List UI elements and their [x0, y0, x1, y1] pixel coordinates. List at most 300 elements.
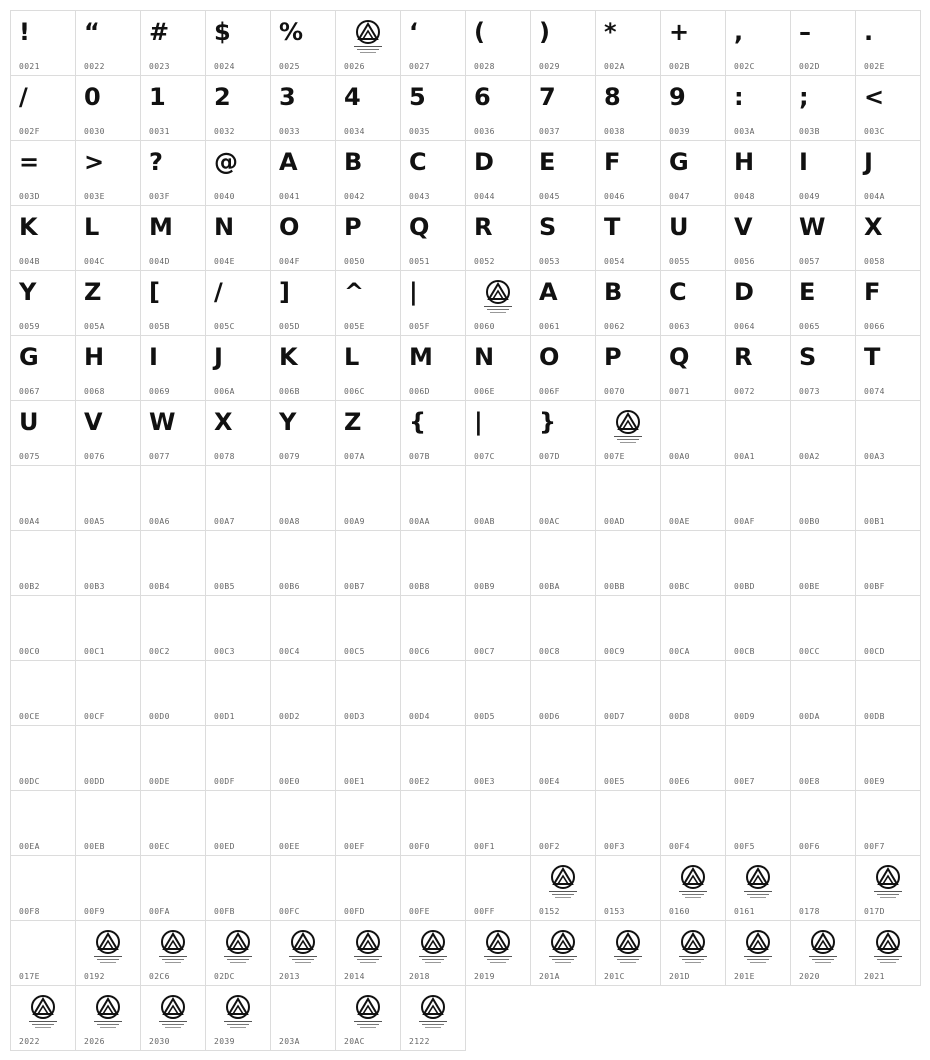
- glyph-code: 2030: [149, 1037, 170, 1046]
- glyph-cell-201d[interactable]: [661, 921, 726, 986]
- glyph-cell-2020[interactable]: [791, 921, 856, 986]
- glyph-cell-00dd[interactable]: [76, 726, 141, 791]
- glyph-cell-0060[interactable]: [466, 271, 531, 336]
- glyph-char: O: [279, 213, 300, 241]
- glyph-cell-0055[interactable]: [661, 206, 726, 271]
- glyph-cell-0064[interactable]: [726, 271, 791, 336]
- glyph-cell-00a3[interactable]: [856, 401, 921, 466]
- glyph-cell-0063[interactable]: [661, 271, 726, 336]
- glyph-code: 00AB: [474, 517, 495, 526]
- glyph-cell-0039[interactable]: [661, 76, 726, 141]
- glyph-cell-203a[interactable]: [271, 986, 336, 1051]
- glyph-cell-00ba[interactable]: [531, 531, 596, 596]
- glyph-code: 004B: [19, 257, 40, 266]
- glyph-cell-017d[interactable]: [856, 856, 921, 921]
- glyph-cell-0059[interactable]: [11, 271, 76, 336]
- glyph-cell-00d9[interactable]: [726, 661, 791, 726]
- glyph-char: |: [409, 278, 418, 306]
- glyph-cell-006a[interactable]: [206, 336, 271, 401]
- glyph-code: 002E: [864, 62, 885, 71]
- glyph-cell-006b[interactable]: [271, 336, 336, 401]
- glyph-cell-00a9[interactable]: [336, 466, 401, 531]
- glyph-cell-00b3[interactable]: [76, 531, 141, 596]
- glyph-cell-0046[interactable]: [596, 141, 661, 206]
- glyph-cell-003d[interactable]: [11, 141, 76, 206]
- glyph-char: U: [19, 408, 39, 436]
- glyph-cell-0068[interactable]: [76, 336, 141, 401]
- glyph-cell-00f4[interactable]: [661, 791, 726, 856]
- glyph-cell-003a[interactable]: [726, 76, 791, 141]
- glyph-cell-2039[interactable]: [206, 986, 271, 1051]
- glyph-cell-006c[interactable]: [336, 336, 401, 401]
- glyph-cell-00b6[interactable]: [271, 531, 336, 596]
- glyph-cell-002b[interactable]: [661, 11, 726, 76]
- glyph-code: 201A: [539, 972, 560, 981]
- glyph-cell-0057[interactable]: [791, 206, 856, 271]
- glyph-cell-003e[interactable]: [76, 141, 141, 206]
- glyph-cell-00ae[interactable]: [661, 466, 726, 531]
- glyph-code: 00F1: [474, 842, 495, 851]
- glyph-cell-00f7[interactable]: [856, 791, 921, 856]
- glyph-cell-0065[interactable]: [791, 271, 856, 336]
- glyph-cell-00d8[interactable]: [661, 661, 726, 726]
- glyph-cell-00c5[interactable]: [336, 596, 401, 661]
- glyph-cell-0042[interactable]: [336, 141, 401, 206]
- glyph-cell-00a5[interactable]: [76, 466, 141, 531]
- glyph-cell-0074[interactable]: [856, 336, 921, 401]
- glyph-cell-00e9[interactable]: [856, 726, 921, 791]
- glyph-cell-00bd[interactable]: [726, 531, 791, 596]
- glyph-cell-00b8[interactable]: [401, 531, 466, 596]
- glyph-code: 0063: [669, 322, 690, 331]
- glyph-cell-2021[interactable]: [856, 921, 921, 986]
- glyph-cell-00fc[interactable]: [271, 856, 336, 921]
- glyph-cell-00f1[interactable]: [466, 791, 531, 856]
- glyph-cell-00d1[interactable]: [206, 661, 271, 726]
- glyph-cell-00d2[interactable]: [271, 661, 336, 726]
- glyph-code: 00CB: [734, 647, 755, 656]
- glyph-char: T: [864, 343, 881, 371]
- glyph-cell-0022[interactable]: [76, 11, 141, 76]
- glyph-cell-00aa[interactable]: [401, 466, 466, 531]
- glyph-code: 00CF: [84, 712, 105, 721]
- glyph-code: 00F8: [19, 907, 40, 916]
- glyph-cell-00bf[interactable]: [856, 531, 921, 596]
- glyph-cell-201a[interactable]: [531, 921, 596, 986]
- glyph-cell-0030[interactable]: [76, 76, 141, 141]
- glyph-cell-006f[interactable]: [531, 336, 596, 401]
- glyph-cell-00e7[interactable]: [726, 726, 791, 791]
- glyph-code: 00E8: [799, 777, 820, 786]
- glyph-cell-00ab[interactable]: [466, 466, 531, 531]
- glyph-cell-0038[interactable]: [596, 76, 661, 141]
- glyph-cell-0070[interactable]: [596, 336, 661, 401]
- glyph-cell-00a4[interactable]: [11, 466, 76, 531]
- glyph-cell-005b[interactable]: [141, 271, 206, 336]
- glyph-code: 006A: [214, 387, 235, 396]
- glyph-cell-00e1[interactable]: [336, 726, 401, 791]
- glyph-char: J: [214, 343, 223, 371]
- glyph-cell-002c[interactable]: [726, 11, 791, 76]
- glyph-code: 02DC: [214, 972, 235, 981]
- glyph-code: 00AC: [539, 517, 560, 526]
- glyph-char: :: [734, 83, 744, 111]
- glyph-cell-00ad[interactable]: [596, 466, 661, 531]
- glyph-char: /: [214, 278, 223, 306]
- glyph-cell-00ee[interactable]: [271, 791, 336, 856]
- glyph-cell-0062[interactable]: [596, 271, 661, 336]
- glyph-cell-00e4[interactable]: [531, 726, 596, 791]
- glyph-cell-00b5[interactable]: [206, 531, 271, 596]
- glyph-cell-00d7[interactable]: [596, 661, 661, 726]
- glyph-cell-00eb[interactable]: [76, 791, 141, 856]
- glyph-cell-0036[interactable]: [466, 76, 531, 141]
- glyph-char: S: [539, 213, 557, 241]
- glyph-cell-2122[interactable]: [401, 986, 466, 1051]
- glyph-cell-005c[interactable]: [206, 271, 271, 336]
- glyph-code: 00E4: [539, 777, 560, 786]
- glyph-cell-00a2[interactable]: [791, 401, 856, 466]
- glyph-code: 00F4: [669, 842, 690, 851]
- glyph-cell-007c[interactable]: [466, 401, 531, 466]
- glyph-char: 3: [279, 83, 296, 111]
- glyph-code: 00EC: [149, 842, 170, 851]
- glyph-cell-0032[interactable]: [206, 76, 271, 141]
- glyph-cell-0040[interactable]: [206, 141, 271, 206]
- glyph-cell-00e0[interactable]: [271, 726, 336, 791]
- glyph-char: Z: [344, 408, 362, 436]
- glyph-cell-0049[interactable]: [791, 141, 856, 206]
- glyph-cell-00f8[interactable]: [11, 856, 76, 921]
- glyph-code: 006E: [474, 387, 495, 396]
- glyph-cell-00f0[interactable]: [401, 791, 466, 856]
- glyph-char: W: [799, 213, 826, 241]
- glyph-cell-00f5[interactable]: [726, 791, 791, 856]
- glyph-cell-00e2[interactable]: [401, 726, 466, 791]
- glyph-code: 007A: [344, 452, 365, 461]
- glyph-cell-00de[interactable]: [141, 726, 206, 791]
- glyph-cell-00d0[interactable]: [141, 661, 206, 726]
- glyph-cell-003b[interactable]: [791, 76, 856, 141]
- glyph-code: 004D: [149, 257, 170, 266]
- glyph-cell-00db[interactable]: [856, 661, 921, 726]
- glyph-cell-00df[interactable]: [206, 726, 271, 791]
- glyph-cell-0043[interactable]: [401, 141, 466, 206]
- glyph-cell-00c8[interactable]: [531, 596, 596, 661]
- glyph-code: 00E2: [409, 777, 430, 786]
- glyph-cell-00fe[interactable]: [401, 856, 466, 921]
- glyph-cell-00d6[interactable]: [531, 661, 596, 726]
- glyph-code: 00FD: [344, 907, 365, 916]
- glyph-cell-003f[interactable]: [141, 141, 206, 206]
- glyph-cell-00b0[interactable]: [791, 466, 856, 531]
- glyph-cell-004f[interactable]: [271, 206, 336, 271]
- glyph-code: 0051: [409, 257, 430, 266]
- glyph-cell-0153[interactable]: [596, 856, 661, 921]
- glyph-cell-00c2[interactable]: [141, 596, 206, 661]
- glyph-code: 005E: [344, 322, 365, 331]
- glyph-cell-00ea[interactable]: [11, 791, 76, 856]
- glyph-char: E: [799, 278, 816, 306]
- glyph-cell-0161[interactable]: [726, 856, 791, 921]
- glyph-cell-2013[interactable]: [271, 921, 336, 986]
- glyph-cell-0048[interactable]: [726, 141, 791, 206]
- glyph-cell-00af[interactable]: [726, 466, 791, 531]
- glyph-cell-00cc[interactable]: [791, 596, 856, 661]
- glyph-cell-2030[interactable]: [141, 986, 206, 1051]
- glyph-cell-00a7[interactable]: [206, 466, 271, 531]
- glyph-cell-00dc[interactable]: [11, 726, 76, 791]
- glyph-cell-0029[interactable]: [531, 11, 596, 76]
- glyph-cell-0076[interactable]: [76, 401, 141, 466]
- glyph-code: 0075: [19, 452, 40, 461]
- glyph-cell-0067[interactable]: [11, 336, 76, 401]
- glyph-cell-0192[interactable]: [76, 921, 141, 986]
- mountain-circle-logo-icon: [281, 925, 325, 969]
- glyph-code: 00B0: [799, 517, 820, 526]
- glyph-code: 2013: [279, 972, 300, 981]
- glyph-cell-00b1[interactable]: [856, 466, 921, 531]
- glyph-cell-0056[interactable]: [726, 206, 791, 271]
- glyph-cell-0079[interactable]: [271, 401, 336, 466]
- glyph-cell-00be[interactable]: [791, 531, 856, 596]
- glyph-code: 00A5: [84, 517, 105, 526]
- glyph-code: 0160: [669, 907, 690, 916]
- glyph-cell-0023[interactable]: [141, 11, 206, 76]
- glyph-cell-0054[interactable]: [596, 206, 661, 271]
- glyph-cell-00b4[interactable]: [141, 531, 206, 596]
- glyph-code: 00C6: [409, 647, 430, 656]
- glyph-cell-007d[interactable]: [531, 401, 596, 466]
- glyph-code: 00FC: [279, 907, 300, 916]
- glyph-cell-00cb[interactable]: [726, 596, 791, 661]
- glyph-cell-0031[interactable]: [141, 76, 206, 141]
- glyph-cell-00ed[interactable]: [206, 791, 271, 856]
- glyph-cell-00e6[interactable]: [661, 726, 726, 791]
- glyph-cell-0077[interactable]: [141, 401, 206, 466]
- glyph-cell-201c[interactable]: [596, 921, 661, 986]
- glyph-cell-005e[interactable]: [336, 271, 401, 336]
- glyph-code: 0061: [539, 322, 560, 331]
- glyph-cell-00fa[interactable]: [141, 856, 206, 921]
- glyph-cell-0033[interactable]: [271, 76, 336, 141]
- glyph-cell-0034[interactable]: [336, 76, 401, 141]
- glyph-cell-0078[interactable]: [206, 401, 271, 466]
- glyph-cell-00d4[interactable]: [401, 661, 466, 726]
- glyph-cell-002f[interactable]: [11, 76, 76, 141]
- glyph-code: 00E0: [279, 777, 300, 786]
- glyph-char: 5: [409, 83, 426, 111]
- glyph-cell-0072[interactable]: [726, 336, 791, 401]
- glyph-code: 201D: [669, 972, 690, 981]
- glyph-code: 00F0: [409, 842, 430, 851]
- glyph-code: 0039: [669, 127, 690, 136]
- glyph-cell-004e[interactable]: [206, 206, 271, 271]
- glyph-cell-00cd[interactable]: [856, 596, 921, 661]
- glyph-cell-02dc[interactable]: [206, 921, 271, 986]
- glyph-cell-0073[interactable]: [791, 336, 856, 401]
- glyph-cell-00f3[interactable]: [596, 791, 661, 856]
- glyph-code: 00EF: [344, 842, 365, 851]
- glyph-cell-00c9[interactable]: [596, 596, 661, 661]
- glyph-code: 2122: [409, 1037, 430, 1046]
- glyph-cell-004b[interactable]: [11, 206, 76, 271]
- glyph-code: 0022: [84, 62, 105, 71]
- glyph-cell-00fd[interactable]: [336, 856, 401, 921]
- glyph-char: !: [19, 18, 30, 46]
- glyph-cell-007b[interactable]: [401, 401, 466, 466]
- glyph-cell-00c7[interactable]: [466, 596, 531, 661]
- glyph-cell-0053[interactable]: [531, 206, 596, 271]
- glyph-code: 0037: [539, 127, 560, 136]
- glyph-cell-00a0[interactable]: [661, 401, 726, 466]
- glyph-cell-0035[interactable]: [401, 76, 466, 141]
- glyph-cell-004c[interactable]: [76, 206, 141, 271]
- glyph-cell-00d5[interactable]: [466, 661, 531, 726]
- glyph-cell-00bc[interactable]: [661, 531, 726, 596]
- glyph-code: 2019: [474, 972, 495, 981]
- glyph-cell-00c0[interactable]: [11, 596, 76, 661]
- glyph-cell-0160[interactable]: [661, 856, 726, 921]
- glyph-cell-0024[interactable]: [206, 11, 271, 76]
- glyph-cell-0051[interactable]: [401, 206, 466, 271]
- glyph-code: 00C5: [344, 647, 365, 656]
- glyph-cell-004a[interactable]: [856, 141, 921, 206]
- glyph-cell-2014[interactable]: [336, 921, 401, 986]
- glyph-cell-0037[interactable]: [531, 76, 596, 141]
- glyph-cell-00e3[interactable]: [466, 726, 531, 791]
- glyph-cell-006e[interactable]: [466, 336, 531, 401]
- glyph-cell-0028[interactable]: [466, 11, 531, 76]
- glyph-cell-00bb[interactable]: [596, 531, 661, 596]
- glyph-cell-0025[interactable]: [271, 11, 336, 76]
- glyph-cell-00ec[interactable]: [141, 791, 206, 856]
- glyph-cell-002e[interactable]: [856, 11, 921, 76]
- glyph-cell-005a[interactable]: [76, 271, 141, 336]
- glyph-code: 002F: [19, 127, 40, 136]
- glyph-cell-00c1[interactable]: [76, 596, 141, 661]
- glyph-cell-2026[interactable]: [76, 986, 141, 1051]
- glyph-code: 0068: [84, 387, 105, 396]
- glyph-cell-00da[interactable]: [791, 661, 856, 726]
- glyph-char: M: [149, 213, 173, 241]
- glyph-cell-0021[interactable]: [11, 11, 76, 76]
- glyph-code: 00DF: [214, 777, 235, 786]
- glyph-code: 00BA: [539, 582, 560, 591]
- glyph-cell-002a[interactable]: [596, 11, 661, 76]
- glyph-cell-00d3[interactable]: [336, 661, 401, 726]
- glyph-char: ;: [799, 83, 809, 111]
- glyph-cell-0044[interactable]: [466, 141, 531, 206]
- glyph-cell-00c3[interactable]: [206, 596, 271, 661]
- glyph-cell-0066[interactable]: [856, 271, 921, 336]
- glyph-cell-0069[interactable]: [141, 336, 206, 401]
- glyph-code: 00AE: [669, 517, 690, 526]
- glyph-cell-00e5[interactable]: [596, 726, 661, 791]
- glyph-cell-00ef[interactable]: [336, 791, 401, 856]
- glyph-code: 005A: [84, 322, 105, 331]
- glyph-cell-0071[interactable]: [661, 336, 726, 401]
- glyph-cell-00f2[interactable]: [531, 791, 596, 856]
- glyph-cell-00b9[interactable]: [466, 531, 531, 596]
- glyph-cell-0047[interactable]: [661, 141, 726, 206]
- glyph-cell-00e8[interactable]: [791, 726, 856, 791]
- glyph-cell-2018[interactable]: [401, 921, 466, 986]
- glyph-cell-0058[interactable]: [856, 206, 921, 271]
- glyph-code: 00AF: [734, 517, 755, 526]
- glyph-code: 00B1: [864, 517, 885, 526]
- mountain-circle-logo-icon: [21, 990, 65, 1034]
- glyph-cell-004d[interactable]: [141, 206, 206, 271]
- glyph-cell-00ac[interactable]: [531, 466, 596, 531]
- glyph-cell-005d[interactable]: [271, 271, 336, 336]
- glyph-char: T: [604, 213, 621, 241]
- glyph-cell-00ce[interactable]: [11, 661, 76, 726]
- glyph-char: Y: [279, 408, 297, 436]
- glyph-cell-00a8[interactable]: [271, 466, 336, 531]
- glyph-cell-0041[interactable]: [271, 141, 336, 206]
- glyph-cell-201e[interactable]: [726, 921, 791, 986]
- glyph-code: 0029: [539, 62, 560, 71]
- glyph-cell-00a1[interactable]: [726, 401, 791, 466]
- glyph-cell-0052[interactable]: [466, 206, 531, 271]
- glyph-code: 0040: [214, 192, 235, 201]
- glyph-cell-00ff[interactable]: [466, 856, 531, 921]
- glyph-cell-00f6[interactable]: [791, 791, 856, 856]
- glyph-cell-00a6[interactable]: [141, 466, 206, 531]
- glyph-char: O: [539, 343, 560, 371]
- glyph-cell-005f[interactable]: [401, 271, 466, 336]
- glyph-cell-00cf[interactable]: [76, 661, 141, 726]
- glyph-cell-0152[interactable]: [531, 856, 596, 921]
- glyph-cell-02c6[interactable]: [141, 921, 206, 986]
- glyph-code: 00D0: [149, 712, 170, 721]
- glyph-cell-2019[interactable]: [466, 921, 531, 986]
- glyph-cell-017e[interactable]: [11, 921, 76, 986]
- glyph-cell-0045[interactable]: [531, 141, 596, 206]
- glyph-cell-00c6[interactable]: [401, 596, 466, 661]
- glyph-cell-20ac[interactable]: [336, 986, 401, 1051]
- glyph-cell-00b2[interactable]: [11, 531, 76, 596]
- glyph-cell-00b7[interactable]: [336, 531, 401, 596]
- glyph-cell-006d[interactable]: [401, 336, 466, 401]
- glyph-cell-00c4[interactable]: [271, 596, 336, 661]
- glyph-code: 0024: [214, 62, 235, 71]
- glyph-cell-0050[interactable]: [336, 206, 401, 271]
- glyph-cell-007e[interactable]: [596, 401, 661, 466]
- glyph-cell-00fb[interactable]: [206, 856, 271, 921]
- glyph-cell-007a[interactable]: [336, 401, 401, 466]
- mountain-circle-logo-icon: [866, 860, 910, 904]
- mountain-circle-logo-icon: [346, 990, 390, 1034]
- glyph-cell-0027[interactable]: [401, 11, 466, 76]
- glyph-cell-0075[interactable]: [11, 401, 76, 466]
- glyph-cell-2022[interactable]: [11, 986, 76, 1051]
- glyph-code: 203A: [279, 1037, 300, 1046]
- glyph-char: ]: [279, 278, 290, 306]
- glyph-cell-00f9[interactable]: [76, 856, 141, 921]
- glyph-cell-0061[interactable]: [531, 271, 596, 336]
- glyph-cell-003c[interactable]: [856, 76, 921, 141]
- glyph-char: “: [84, 18, 100, 46]
- glyph-code: 00E3: [474, 777, 495, 786]
- glyph-code: 00A4: [19, 517, 40, 526]
- glyph-code: 0023: [149, 62, 170, 71]
- glyph-cell-002d[interactable]: [791, 11, 856, 76]
- glyph-cell-0178[interactable]: [791, 856, 856, 921]
- glyph-cell-00ca[interactable]: [661, 596, 726, 661]
- glyph-cell-0026[interactable]: [336, 11, 401, 76]
